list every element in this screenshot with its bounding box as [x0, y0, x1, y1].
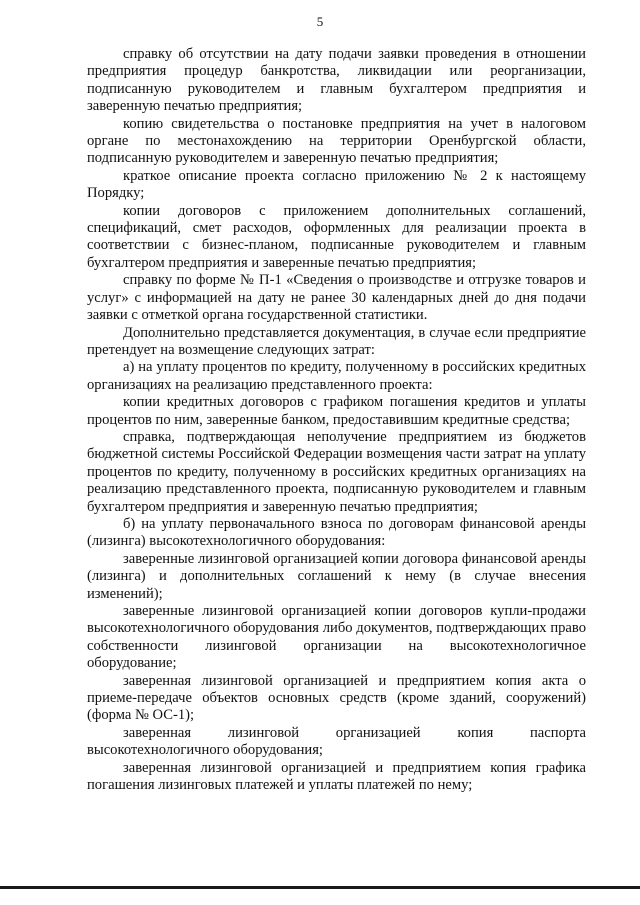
paragraph-tax-registration: копию свидетельства о постановке предприятия на учет в налоговом органе по местонахождению на территории Оренбургской области, подписанную руководителем и заверенную печатью предприятия;: [87, 115, 586, 167]
paragraph-acceptance-act: заверенная лизинговой организацией и предприятием копия акта о приеме-передаче объектов основных средств (кроме зданий, сооружений) (форма № ОС-1);: [87, 672, 586, 724]
paragraph-purchase-contracts: заверенные лизинговой организацией копии договоров купли-продажи высокотехнологичного оборудования либо документов, подтверждающих право собственности лизинговой организации на высокотехнологичное оборудование;: [87, 603, 586, 672]
paragraph-contract-copies: копии договоров с приложением дополнительных соглашений, спецификаций, смет расходов, оформленных для реализации проекта в соответствии с бизнес-планом, подписанные руководителем и главным бухгалтером предприятия и заверенные печатью предприятия;: [87, 202, 586, 271]
paragraph-non-receipt-certificate: справка, подтверждающая неполучение предприятием из бюджетов бюджетной системы Российской Федерации возмещения части затрат на уплату процентов по кредиту, полученному в российских кредитных организациях на реализацию представленного проекта, подписанную руководителем и главным бухгалтером предприятия и заверенную печатью предприятия;: [87, 428, 586, 515]
page-number: 5: [316, 14, 324, 29]
paragraph-bankruptcy-certificate: справку об отсутствии на дату подачи заявки проведения в отношении предприятия процедур банкротства, ликвидации или реорганизации, подписанную руководителем и главным бухгалтером предприятия и заверенную печатью предприятия;: [87, 46, 586, 115]
paragraph-item-a: а) на уплату процентов по кредиту, полученному в российских кредитных организациях на реализацию представленного проекта:: [87, 359, 586, 393]
paragraph-additional-docs: Дополнительно представляется документация, в случае если предприятие претендует на возмещение следующих затрат:: [87, 324, 586, 358]
paragraph-credit-agreements: копии кредитных договоров с графиком погашения кредитов и уплаты процентов по ним, заверенные банком, предоставившим кредитные средства;: [87, 394, 586, 428]
document-body: [87, 46, 586, 794]
paragraph-item-b: б) на уплату первоначального взноса по договорам финансовой аренды (лизинга) высокотехнологичного оборудования:: [87, 515, 586, 550]
paragraph-equipment-passport: заверенная лизинговой организацией копия паспорта высокотехнологичного оборудования;: [87, 724, 586, 759]
paragraph-project-description: краткое описание проекта согласно приложению № 2 к настоящему Порядку;: [87, 167, 586, 202]
paragraph-leasing-contract: заверенные лизинговой организацией копии договора финансовой аренды (лизинга) и дополнительных соглашений к нему (в случае внесения изменений);: [87, 550, 586, 602]
paragraph-payment-schedule: заверенная лизинговой организацией и предприятием копия графика погашения лизинговых платежей и уплаты платежей по нему;: [87, 759, 586, 794]
bottom-rule: [0, 886, 640, 889]
paragraph-form-p1: справку по форме № П-1 «Сведения о производстве и отгрузке товаров и услуг» с информацией на дату не ранее 30 календарных дней до дня подачи заявки с отметкой органа государственной статистики.: [87, 272, 586, 324]
